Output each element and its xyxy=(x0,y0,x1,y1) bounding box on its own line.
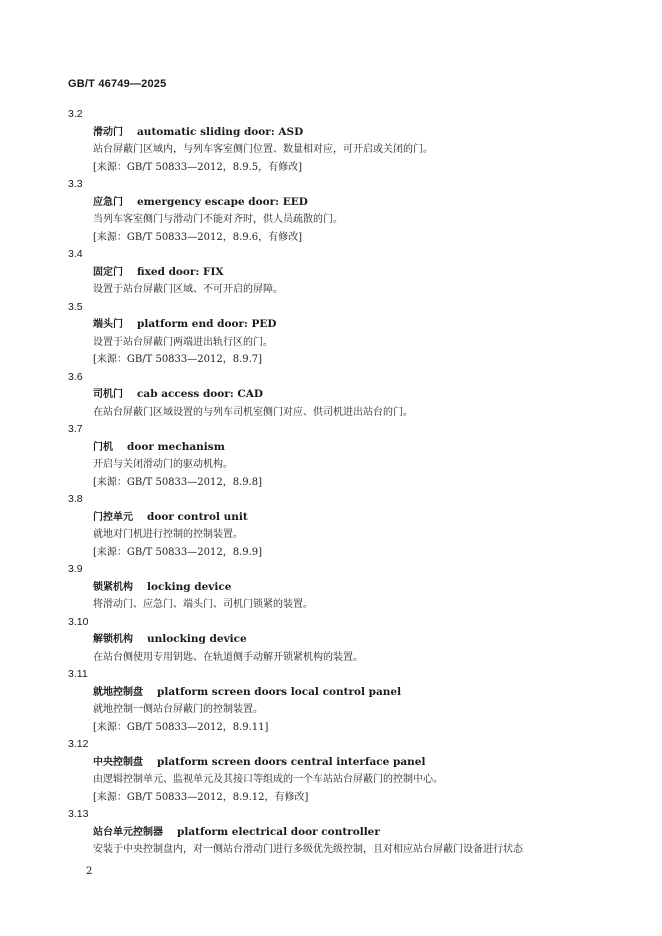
term-source: [来源：GB/T 50833—2012，8.9.11] xyxy=(93,721,269,733)
term-title xyxy=(93,439,628,457)
term-entry xyxy=(68,246,628,299)
term-english-name: automatic sliding door: ASD xyxy=(137,125,304,138)
term-definition: 将滑动门、应急门、端头门、司机门锁紧的装置。 xyxy=(93,599,313,610)
term-entry xyxy=(68,421,628,491)
term-title xyxy=(93,824,628,842)
term-definition: 站台屏蔽门区域内，与列车客室侧门位置、数量相对应，可开启或关闭的门。 xyxy=(93,144,433,155)
term-title xyxy=(93,316,628,334)
term-number: 3.10 xyxy=(68,615,89,628)
term-body xyxy=(68,264,628,299)
term-chinese-name: 中央控制盘 xyxy=(93,756,143,768)
term-entry xyxy=(68,369,628,422)
term-definition: 开启与关闭滑动门的驱动机构。 xyxy=(93,459,233,470)
term-definition: 设置于站台屏蔽门区域、不可开启的屏障。 xyxy=(93,284,283,295)
term-chinese-name: 就地控制盘 xyxy=(93,686,143,698)
term-definition: 在站台侧使用专用钥匙、在轨道侧手动解开锁紧机构的装置。 xyxy=(93,651,363,663)
term-title xyxy=(93,684,628,702)
term-entry xyxy=(68,614,628,667)
standard-code-header: GB/T 46749—2025 xyxy=(68,78,167,90)
term-definition: 设置于站台屏蔽门两端进出轨行区的门。 xyxy=(93,336,273,348)
term-source: [来源：GB/T 50833—2012，8.9.5，有修改] xyxy=(93,161,303,173)
term-body xyxy=(68,824,628,859)
term-english-name: emergency escape door: EED xyxy=(137,195,308,208)
term-entry xyxy=(68,736,628,806)
term-title xyxy=(93,754,628,772)
term-entry xyxy=(68,106,628,176)
term-english-name: unlocking device xyxy=(147,633,247,645)
term-body xyxy=(68,386,628,421)
terms-list xyxy=(68,106,628,859)
term-chinese-name: 锁紧机构 xyxy=(93,581,133,593)
term-source: [来源：GB/T 50833—2012，8.9.6，有修改] xyxy=(93,231,303,243)
term-english-name: fixed door: FIX xyxy=(137,265,224,278)
term-number: 3.7 xyxy=(68,423,83,435)
term-entry xyxy=(68,561,628,614)
term-title xyxy=(93,631,628,649)
term-english-name: door control unit xyxy=(147,510,248,523)
term-definition: 安装于中央控制盘内，对一侧站台滑动门进行多级优先级控制，且对相应站台屏蔽门设备进行状态 xyxy=(93,844,523,855)
term-chinese-name: 门控单元 xyxy=(93,511,133,523)
term-title xyxy=(93,386,628,404)
term-definition: 由逻辑控制单元、监视单元及其接口等组成的一个车站站台屏蔽门的控制中心。 xyxy=(93,774,443,785)
term-body xyxy=(68,631,628,666)
term-number: 3.6 xyxy=(68,370,83,383)
term-english-name: cab access door: CAD xyxy=(137,388,263,400)
term-chinese-name: 站台单元控制器 xyxy=(93,826,163,838)
term-title xyxy=(93,579,628,597)
term-english-name: door mechanism xyxy=(127,440,225,453)
term-body xyxy=(68,194,628,247)
term-entry xyxy=(68,666,628,736)
term-definition: 就地对门机进行控制的控制装置。 xyxy=(93,529,243,540)
term-number: 3.8 xyxy=(68,493,83,505)
term-source: [来源：GB/T 50833—2012，8.9.9] xyxy=(93,546,263,558)
term-english-name: platform screen doors central interface panel xyxy=(157,755,426,768)
term-body xyxy=(68,124,628,177)
term-number: 3.2 xyxy=(68,108,83,120)
term-title xyxy=(93,194,628,212)
term-english-name: platform screen doors local control panel xyxy=(157,685,402,698)
term-entry xyxy=(68,806,628,859)
term-chinese-name: 解锁机构 xyxy=(93,634,133,645)
term-number: 3.4 xyxy=(68,248,83,260)
term-source: [来源：GB/T 50833—2012，8.9.8] xyxy=(93,476,263,488)
term-body xyxy=(68,316,628,369)
term-chinese-name: 固定门 xyxy=(93,266,123,278)
term-chinese-name: 门机 xyxy=(93,441,113,453)
term-body xyxy=(68,754,628,807)
term-entry xyxy=(68,299,628,369)
term-entry xyxy=(68,176,628,246)
term-number: 3.9 xyxy=(68,563,83,575)
term-body xyxy=(68,509,628,562)
term-body xyxy=(68,579,628,614)
term-english-name: locking device xyxy=(147,580,232,593)
term-definition: 就地控制一侧站台屏蔽门的控制装置。 xyxy=(93,704,263,715)
term-definition: 在站台屏蔽门区域设置的与列车司机室侧门对应、供司机进出站台的门。 xyxy=(93,406,413,418)
term-source: [来源：GB/T 50833—2012，8.9.12，有修改] xyxy=(93,791,309,803)
term-number: 3.12 xyxy=(68,738,89,750)
term-chinese-name: 端头门 xyxy=(93,319,123,330)
term-body xyxy=(68,439,628,492)
term-title xyxy=(93,509,628,527)
page-number: 2 xyxy=(86,866,93,877)
term-chinese-name: 应急门 xyxy=(93,196,123,208)
term-entry xyxy=(68,491,628,561)
term-number: 3.5 xyxy=(68,300,83,313)
term-source: [来源：GB/T 50833—2012，8.9.7] xyxy=(93,354,263,365)
term-chinese-name: 司机门 xyxy=(93,389,123,400)
term-english-name: platform end door: PED xyxy=(137,318,277,330)
term-number: 3.3 xyxy=(68,178,83,190)
term-number: 3.13 xyxy=(68,808,89,820)
term-title xyxy=(93,264,628,282)
term-chinese-name: 滑动门 xyxy=(93,126,123,138)
term-definition: 当列车客室侧门与滑动门不能对齐时，供人员疏散的门。 xyxy=(93,214,343,225)
term-title xyxy=(93,124,628,142)
term-english-name: platform electrical door controller xyxy=(177,825,380,838)
term-body xyxy=(68,684,628,737)
term-number: 3.11 xyxy=(68,668,88,680)
